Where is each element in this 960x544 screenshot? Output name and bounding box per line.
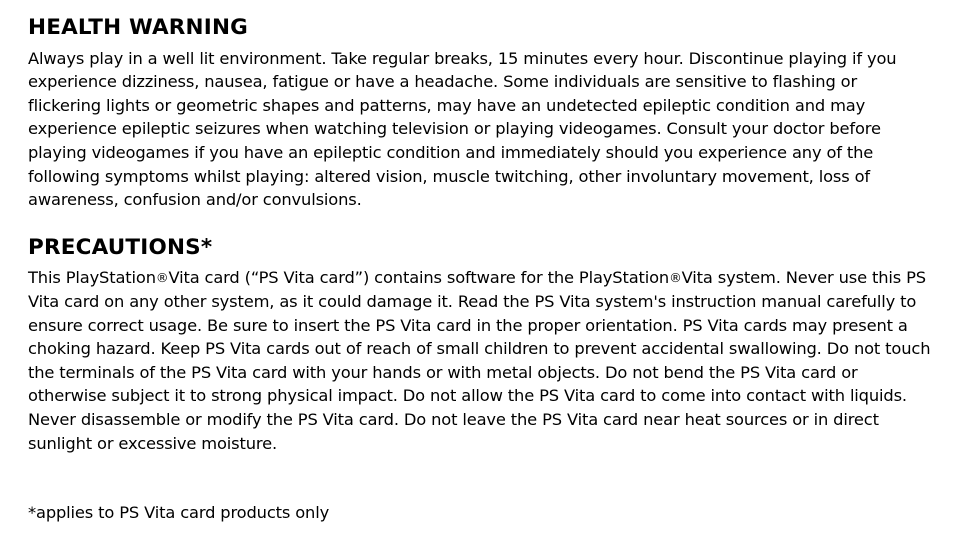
section-health-warning bbox=[28, 16, 932, 212]
precautions-text-part1: This PlayStation bbox=[28, 268, 156, 288]
precautions-heading: PRECAUTIONS* bbox=[28, 234, 213, 260]
health-warning-text: Always play in a well lit environment. Take regular breaks, 15 minutes every hour. Discontinue playing if you experience dizziness, nausea, fatigue or have a headache. Some individuals are sensitive to flashing or flickering lights or geometric shapes and patterns, may have an undetected epileptic condition and may experience epileptic seizures when watching television or playing videogames. Consult your doctor before playing videogames if you have an epileptic condition and immediately should you experience any of the following symptoms whilst playing: altered vision, muscle twitching, other involuntary movement, loss of awareness, confusion and/or convulsions. bbox=[28, 48, 897, 210]
section-precautions bbox=[28, 236, 932, 455]
health-warning-heading: HEALTH WARNING bbox=[28, 15, 248, 40]
precautions-text bbox=[28, 266, 932, 455]
registered-trademark-symbol-1: ® bbox=[155, 270, 169, 286]
precautions-footnote: *applies to PS Vita card products only bbox=[28, 503, 330, 523]
precautions-text-part3: Vita system. Never use this PS Vita card on any other system, as it could damage it. Read the PS Vita system's instruction manual carefully to ensure correct usage. Be sure to insert the PS Vita card in the proper orientation. PS Vita cards may present a choking hazard. Keep PS Vita cards out of reach of small children to prevent accidental swallowing. Do not touch the terminals of the PS Vita card with your hands or with metal objects. Do not bend the PS Vita card or otherwise subject it to strong physical impact. Do not allow the PS Vita card to come into contact with liquids. Never disassemble or modify the PS Vita card. Do not leave the PS Vita card near heat sources or in direct sunlight or excessive moisture. bbox=[28, 268, 931, 453]
registered-trademark-symbol-2: ® bbox=[669, 270, 682, 286]
precautions-text-part2: Vita card (“PS Vita card”) contains software for the PlayStation bbox=[168, 268, 670, 288]
